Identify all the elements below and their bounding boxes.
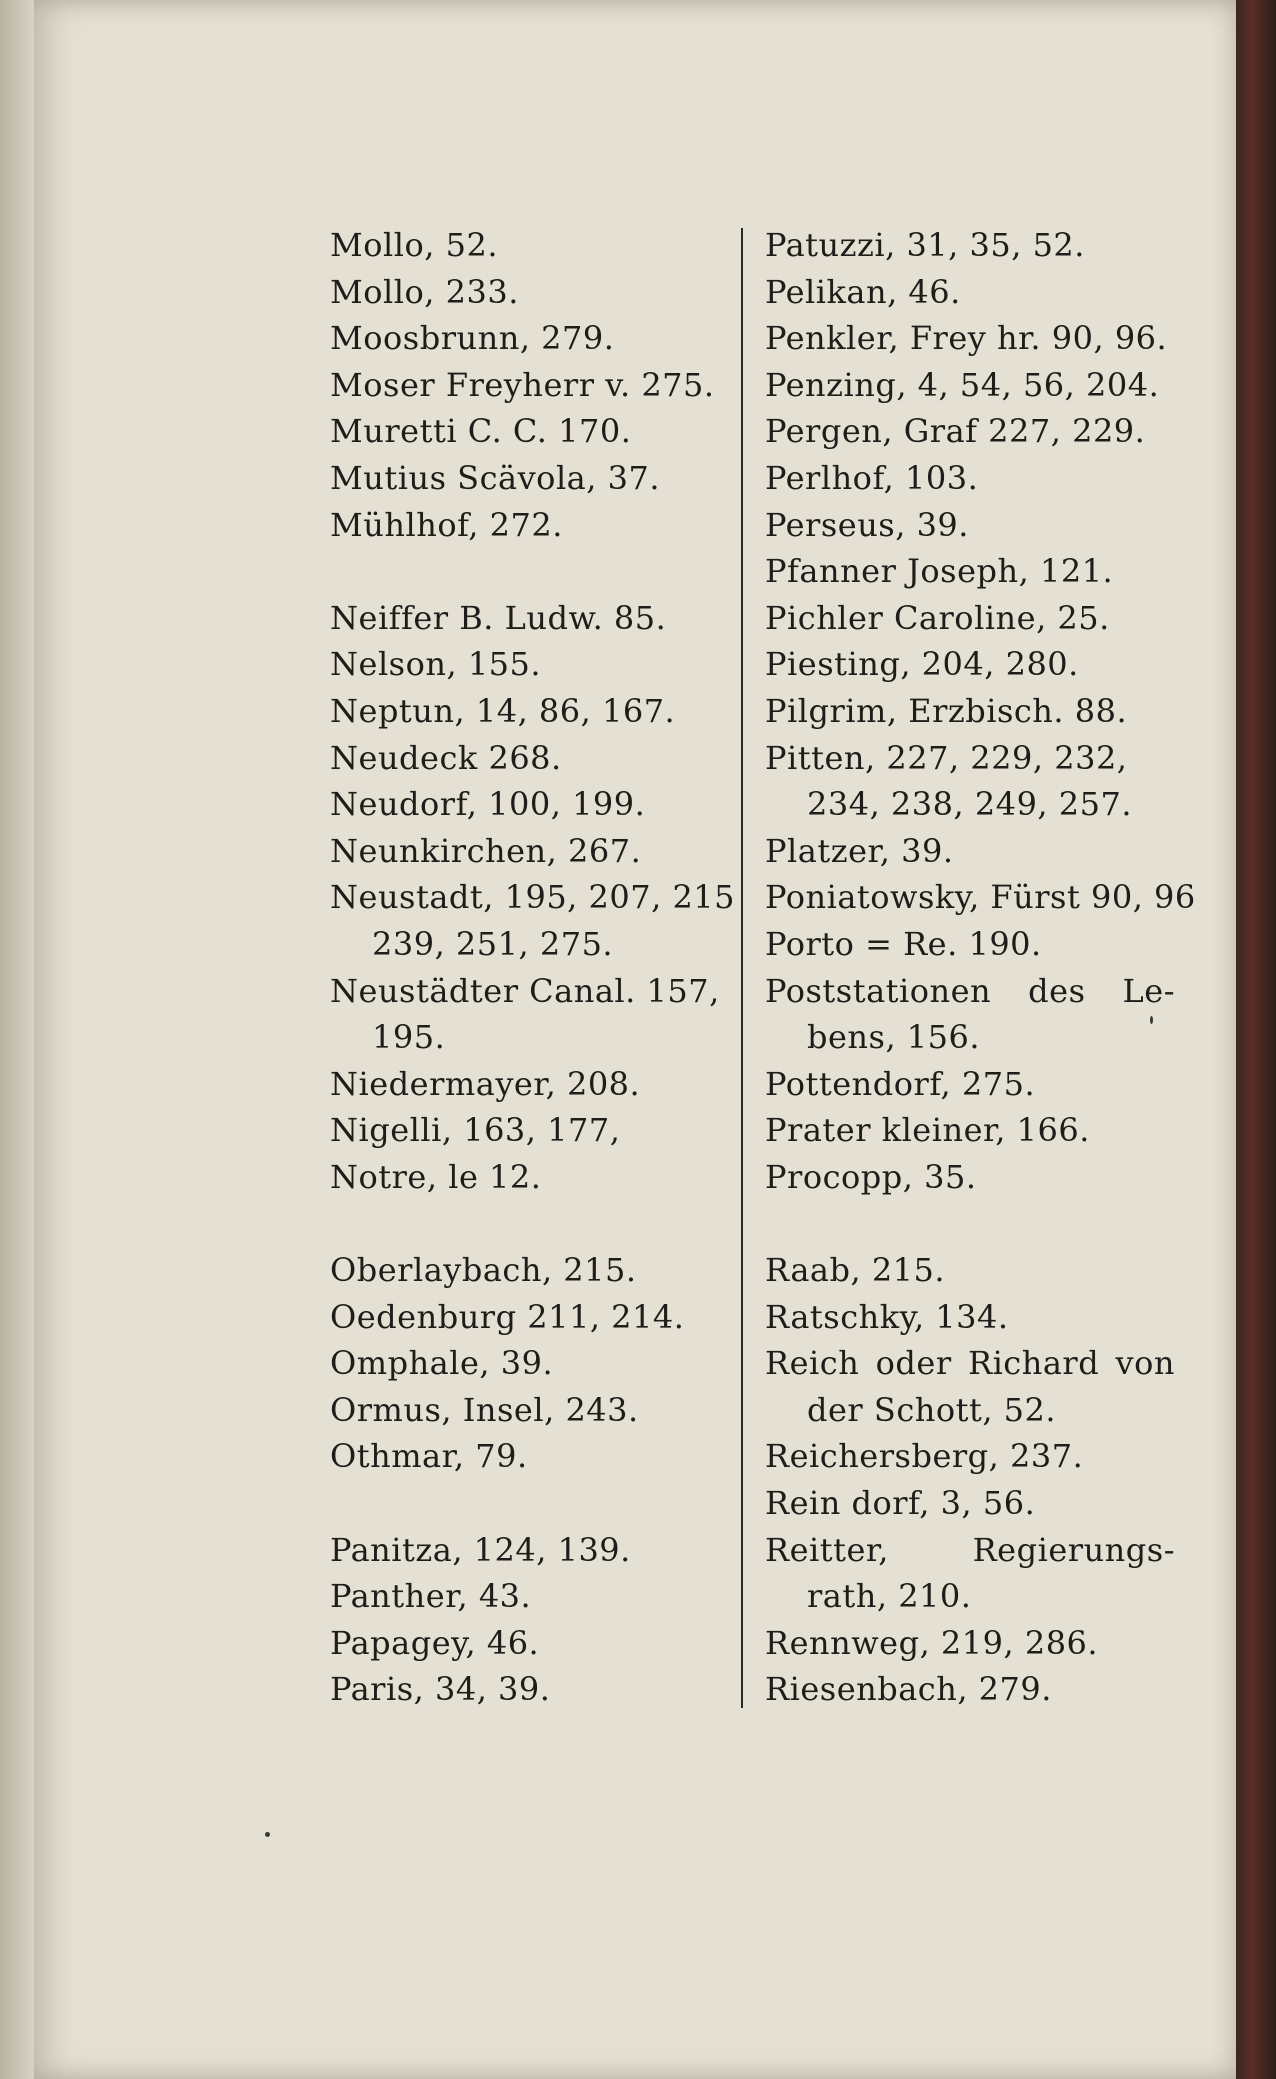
book-cover-edge — [1236, 0, 1276, 2079]
index-entry: Omphale, 39. — [330, 1344, 554, 1383]
index-entry: Reitter, Regierungs- — [765, 1530, 1175, 1569]
ink-speck — [1150, 1016, 1153, 1024]
index-entry: 195. — [372, 1018, 446, 1057]
index-entry: Pergen, Graf 227, 229. — [765, 412, 1146, 451]
index-entry: Reichersberg, 237. — [765, 1437, 1084, 1476]
index-entry: Pottendorf, 275. — [765, 1064, 1036, 1103]
index-entry: Moosbrunn, 279. — [330, 319, 615, 358]
index-entry: Perseus, 39. — [765, 505, 969, 544]
index-entry: Neunkirchen, 267. — [330, 831, 642, 870]
index-entry: 234, 238, 249, 257. — [807, 785, 1133, 824]
index-entry: Neustadt, 195, 207, 215 — [330, 878, 736, 917]
ink-speck — [265, 1832, 270, 1837]
index-column-right — [765, 222, 1196, 1713]
index-entry: Porto = Re. 190. — [765, 924, 1042, 963]
index-entry: Niedermayer, 208. — [330, 1064, 641, 1103]
index-entry: Penzing, 4, 54, 56, 204. — [765, 365, 1160, 404]
index-entry: Panitza, 124, 139. — [330, 1530, 631, 1569]
index-entry: Pilgrim, Erzbisch. 88. — [765, 691, 1128, 730]
index-entry: Penkler, Frey hr. 90, 96. — [765, 319, 1168, 358]
column-divider — [741, 228, 743, 1708]
index-entry: Raab, 215. — [765, 1251, 946, 1290]
index-entry: Oedenburg 211, 214. — [330, 1297, 685, 1336]
index-entry: Oberlaybach, 215. — [330, 1251, 637, 1290]
index-entry: Riesenbach, 279. — [765, 1670, 1052, 1709]
index-entry: Piesting, 204, 280. — [765, 645, 1079, 684]
index-entry: der Schott, 52. — [807, 1390, 1057, 1429]
index-entry: Reich oder Richard von — [765, 1344, 1175, 1383]
index-entry: Pitten, 227, 229, 232, — [765, 738, 1128, 777]
index-entry: Papagey, 46. — [330, 1623, 540, 1662]
index-entry: Pfanner Joseph, 121. — [765, 552, 1114, 591]
gutter-edge — [0, 0, 34, 2079]
index-entry: Mollo, 52. — [330, 226, 498, 264]
index-entry: Othmar, 79. — [330, 1437, 528, 1476]
index-entry: Muretti C. C. 170. — [330, 412, 632, 451]
index-entry: Pelikan, 46. — [765, 272, 961, 311]
index-entry: Patuzzi, 31, 35, 52. — [765, 226, 1085, 264]
index-entry: Neptun, 14, 86, 167. — [330, 691, 676, 730]
index-column-left — [330, 222, 736, 1713]
index-entry: Neiffer B. Ludw. 85. — [330, 598, 667, 637]
index-entry: Poniatowsky, Fürst 90, 96 — [765, 878, 1196, 917]
index-entry: rath, 210. — [807, 1577, 972, 1616]
section-gap — [330, 548, 730, 595]
index-entry: Moser Freyherr v. 275. — [330, 365, 715, 404]
index-entry: Poststationen des Le- — [765, 971, 1175, 1010]
index-entry: Ratschky, 134. — [765, 1297, 1009, 1336]
index-entry: Prater kleiner, 166. — [765, 1111, 1090, 1150]
section-gap — [330, 1480, 730, 1527]
index-entry: Rein dorf, 3, 56. — [765, 1484, 1036, 1523]
index-entry: Nigelli, 163, 177, — [330, 1111, 621, 1150]
index-entry: Platzer, 39. — [765, 831, 954, 870]
index-entry: Procopp, 35. — [765, 1157, 977, 1196]
index-entry: Paris, 34, 39. — [330, 1670, 551, 1709]
index-entry: Rennweg, 219, 286. — [765, 1623, 1099, 1662]
index-entry: Neudeck 268. — [330, 738, 562, 777]
index-entry: 239, 251, 275. — [372, 924, 614, 963]
index-entry: Perlhof, 103. — [765, 458, 979, 497]
section-gap — [765, 1200, 1175, 1247]
index-entry: Neustädter Canal. 157, — [330, 971, 720, 1010]
index-entry: Ormus, Insel, 243. — [330, 1390, 639, 1429]
index-entry: Mühlhof, 272. — [330, 505, 563, 544]
index-entry: Neudorf, 100, 199. — [330, 785, 646, 824]
section-gap — [330, 1200, 730, 1247]
index-entry: bens, 156. — [807, 1018, 981, 1057]
index-entry: Nelson, 155. — [330, 645, 542, 684]
index-entry: Mollo, 233. — [330, 272, 519, 311]
index-entry: Notre, le 12. — [330, 1157, 542, 1196]
index-entry: Pichler Caroline, 25. — [765, 598, 1110, 637]
index-entry: Panther, 43. — [330, 1577, 532, 1616]
index-entry: Mutius Scävola, 37. — [330, 458, 660, 497]
